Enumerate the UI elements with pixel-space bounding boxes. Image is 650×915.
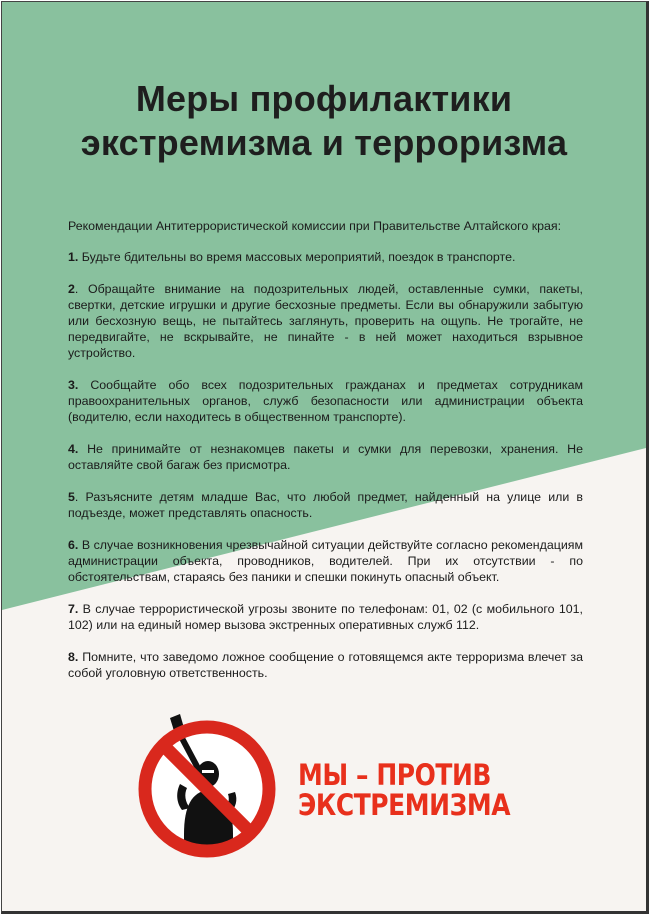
intro-text: Рекомендации Антитеррористической комиссии при Правительстве Алтайского края: — [68, 219, 562, 233]
item-text: . Обращайте внимание на подозрительных людей, оставленные сумки, пакеты, свертки, детские игрушки и другие бесхозные предметы. Если вы обнаружили забытую или бесхозную вещь, не пытайтесь заглянуть, проверить на ощупь. Не трогайте, не передвигайте, не вскрывайте, не пинайте - в ней может находиться взрывное устройство. — [68, 282, 583, 360]
item-number: 8. — [68, 650, 79, 664]
item-text: Будьте бдительны во время массовых мероприятий, поездок в транспорте. — [81, 250, 516, 264]
item-number: 6. — [68, 538, 79, 552]
page-title — [2, 77, 646, 165]
item-text: Сообщайте обо всех подозрительных гражданах и предметах сотрудникам правоохранительных органов, служб безопасности или администрации объекта (водителю, если находитесь в общественном транспорте). — [68, 378, 583, 424]
recommendation-item — [68, 601, 583, 633]
no-terrorism-sign-icon — [132, 714, 282, 864]
recommendations — [68, 218, 583, 697]
item-text: В случае возникновения чрезвычайной ситуации действуйте согласно рекомендациям администрации объекта, проводников, водителей. При их отсутствии - по обстоятельствам, стараясь без паники и спешки покинуть опасный объект. — [68, 538, 583, 584]
title-line-1: Меры профилактики — [135, 78, 513, 119]
item-text: . Разъясните детям младше Вас, что любой предмет, найденный на улице или в подъезде, может представлять опасность. — [68, 490, 583, 520]
item-text: Помните, что заведомо ложное сообщение о готовящемся акте терроризма влечет за собой уголовную ответственность. — [68, 650, 583, 680]
item-number: 4. — [68, 442, 79, 456]
item-number: 5 — [68, 490, 75, 504]
recommendation-item — [68, 441, 583, 473]
slogan-line-2: ЭКСТРЕМИЗМА — [298, 788, 511, 822]
item-text: В случае террористической угрозы звоните по телефонам: 01, 02 (с мобильного 101, 102) или на единый номер вызова экстренных оперативных служб 112. — [68, 602, 583, 632]
recommendation-item — [68, 281, 583, 361]
recommendation-item — [68, 649, 583, 681]
title-line-2: экстремизма и терроризма — [80, 122, 568, 163]
recommendation-item — [68, 489, 583, 521]
slogan-line-1: МЫ – ПРОТИВ — [298, 758, 492, 792]
recommendation-item — [68, 377, 583, 425]
recommendation-item — [68, 537, 583, 585]
item-number: 1. — [68, 250, 79, 264]
slogan — [298, 760, 510, 820]
item-number: 7. — [68, 602, 79, 616]
item-number: 3. — [68, 378, 79, 392]
item-number: 2 — [68, 282, 75, 296]
poster — [1, 1, 649, 914]
recommendation-item — [68, 249, 583, 265]
item-text: Не принимайте от незнакомцев пакеты и сумки для перевозки, хранения. Не оставляйте свой багаж без присмотра. — [68, 442, 583, 472]
